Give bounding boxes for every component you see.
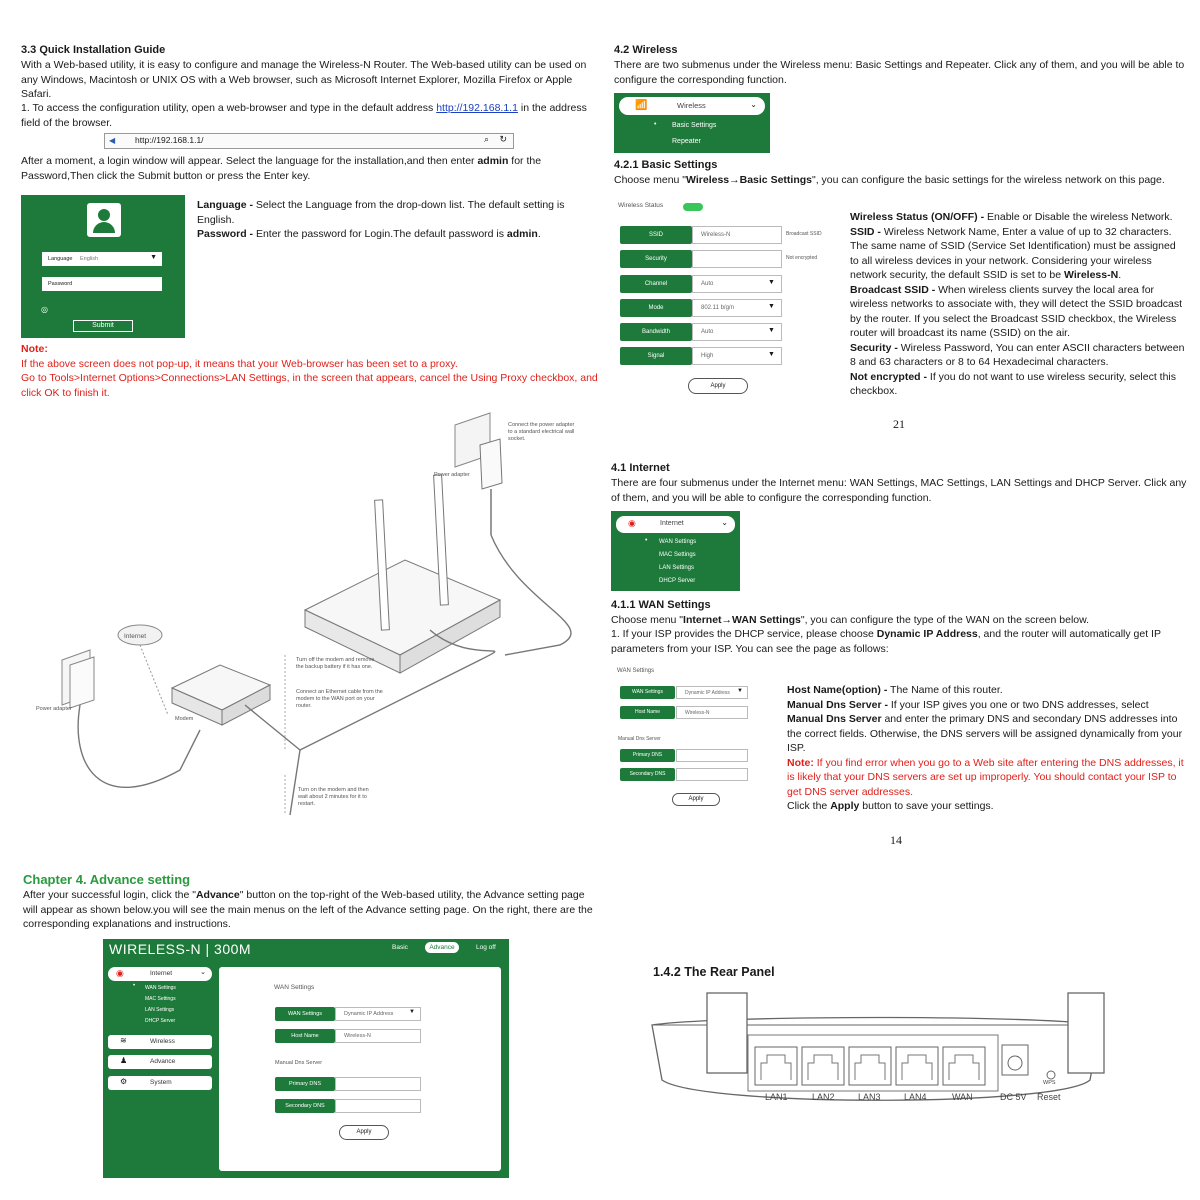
dns-row-label: Primary DNS xyxy=(620,749,675,762)
section-4-1-1-dhcp xyxy=(611,627,1186,656)
wifi-icon: 📶 xyxy=(635,100,648,111)
search-icon[interactable]: ⌕ xyxy=(483,134,489,144)
wireless-row-label: Channel xyxy=(620,275,692,293)
proxy-note xyxy=(21,342,601,400)
chevron-down-icon: ▼ xyxy=(768,351,775,358)
chevron-down-icon: ⌄ xyxy=(750,100,757,109)
wireless-status-toggle[interactable] xyxy=(683,203,703,211)
password-label: Password xyxy=(48,281,73,287)
right-antenna xyxy=(1068,993,1104,1073)
caption-connect-power: Connect the power adapter to a standard electrical wall socket. xyxy=(508,422,575,442)
page-number-21: 21 xyxy=(893,417,905,431)
wireless-row-checkbox[interactable]: Broadcast SSID xyxy=(786,231,822,237)
desc-ssid-title: SSID - xyxy=(850,225,881,238)
login-window xyxy=(21,195,185,338)
advance-row-field[interactable]: Dynamic IP Address xyxy=(335,1007,421,1021)
dns-row-field[interactable] xyxy=(676,768,748,781)
step1-text-end: in the address field of the browser. xyxy=(21,102,587,129)
wan-intro-b: ", you can configure the type of the WAN on the screen below. xyxy=(800,614,1090,626)
advance-apply-button[interactable]: Apply xyxy=(339,1125,389,1140)
sidebar-item-system[interactable] xyxy=(108,1076,212,1090)
desc-broadcast: When wireless clients survey the local area for wireless networks to associate with, they will detect the SSID broadcast by the router. If you select the Broadcast SSID checkbox, the Wireless router will broadcast its name (SSID) on the air. xyxy=(850,283,1183,339)
port-label: WAN xyxy=(952,1092,973,1102)
caption-power-adapter-left: Power adapter xyxy=(36,706,72,712)
advance-form-title: WAN Settings xyxy=(274,984,315,991)
internet-menu-head-label: Internet xyxy=(660,520,684,527)
section-4-2-1-title: 4.2.1 Basic Settings xyxy=(614,159,718,171)
wireless-row-select[interactable]: 802.11 b/g/n xyxy=(692,299,782,317)
note-title: Note: xyxy=(21,343,48,355)
ch4-intro-bold: Advance xyxy=(195,889,240,901)
language-description xyxy=(197,198,582,227)
caption-modem: Modem xyxy=(175,716,194,722)
wireless-row-checkbox[interactable]: Not encrypted xyxy=(786,255,818,261)
wan-form-title: WAN Settings xyxy=(617,668,655,674)
section-4-2-intro: There are two submenus under the Wireless menu: Basic Settings and Repeater. Click any of them, and you will be able to configure the corresponding function. xyxy=(614,59,1185,86)
desc-manual-dns-bold: Manual Dns Server xyxy=(787,713,882,725)
desc-wireless-status-title: Wireless Status (ON/OFF) - xyxy=(850,211,985,223)
wireless-row-label: Signal xyxy=(620,347,692,365)
chevron-down-icon: ▼ xyxy=(409,1009,415,1015)
section-4-1-1-title: 4.1.1 WAN Settings xyxy=(611,599,711,611)
wireless-menu-head-label: Wireless xyxy=(677,101,706,110)
wireless-row-select[interactable]: High xyxy=(692,347,782,365)
note-line-1: If the above screen does not pop-up, it means that your Web-browser has been set to a proxy. xyxy=(21,357,458,370)
login-text-a: After a moment, a login window will appear. Select the language for the installation,and then enter xyxy=(21,155,478,167)
port-label: LAN3 xyxy=(858,1092,881,1102)
sub-intro-bold: Wireless→Basic Settings xyxy=(686,174,812,186)
section-3-3-login-text xyxy=(21,154,591,183)
section-4-1-intro: There are four submenus under the Internet menu: WAN Settings, MAC Settings, LAN Settings and DHCP Server. Click any of them, and you will be able to configure the corresponding function. xyxy=(611,477,1187,504)
chevron-down-icon: ▼ xyxy=(768,303,775,310)
apply-hint-a: Click the xyxy=(787,800,831,812)
wireless-row-select[interactable]: Auto xyxy=(692,275,782,293)
advance-content-panel xyxy=(219,967,501,1171)
desc-broadcast-title: Broadcast SSID - xyxy=(850,283,936,296)
sidebar-item-internet[interactable] xyxy=(108,967,212,981)
sidebar-system-label: System xyxy=(150,1079,172,1086)
sidebar-sub-dhcp[interactable]: DHCP Server xyxy=(145,1018,176,1024)
step1-text: 1. To access the configuration utility, open a web-browser and type in the default address xyxy=(21,102,437,114)
wireless-status-label: Wireless Status xyxy=(618,202,664,209)
wan-row-label: Host Name xyxy=(620,706,675,719)
desc-ssid-bold: Wireless-N xyxy=(1064,269,1119,281)
internet-menu xyxy=(611,511,740,591)
globe-icon: ◉ xyxy=(116,968,124,978)
advance-row-field[interactable]: Wireless-N xyxy=(335,1029,421,1043)
desc-security: Wireless Password, You can enter ASCII characters between 8 and 63 characters or 8 to 64 Hexadecimal characters. xyxy=(850,341,1185,368)
sidebar-sub-mac[interactable]: MAC Settings xyxy=(145,996,176,1002)
menu-item-repeater[interactable]: Repeater xyxy=(672,138,701,145)
apply-hint-c: button to save your settings. xyxy=(859,800,994,812)
wireless-row-input[interactable]: Wireless-N xyxy=(692,226,782,244)
wireless-menu-header[interactable] xyxy=(619,97,765,115)
login-text-b: for the Password,Then click the Submit button or press the Enter key. xyxy=(21,155,542,182)
sidebar-internet-label: Internet xyxy=(150,970,173,977)
dns-row-label: Secondary DNS xyxy=(620,768,675,781)
apply-hint-bold: Apply xyxy=(830,800,860,812)
nav-basic[interactable]: Basic xyxy=(392,944,408,951)
wan-apply-button[interactable]: Apply xyxy=(672,793,720,806)
router-illustration xyxy=(305,475,500,673)
wireless-apply-button[interactable]: Apply xyxy=(688,378,748,394)
chapter-4-intro xyxy=(23,888,598,932)
wireless-row-input[interactable] xyxy=(692,250,782,268)
chevron-down-icon: ⌄ xyxy=(200,969,206,976)
manual-dns-checkbox[interactable]: Manual Dns Server xyxy=(275,1060,323,1066)
chevron-down-icon: ▼ xyxy=(150,254,157,261)
password-desc-bold: admin xyxy=(506,228,538,240)
advance-dns-field[interactable] xyxy=(335,1077,421,1091)
wan-descriptions xyxy=(787,683,1187,814)
desc-ssid: Wireless Network Name, Enter a value of up to 32 characters. The same name of SSID (Service Set Identification) must be assigned to all wireless devices in your network. Considering your wireless network security, the default SSID is set to be xyxy=(850,225,1176,281)
advance-row-label: Host Name xyxy=(275,1029,335,1043)
login-text-bold: admin xyxy=(477,155,509,167)
dhcp-text-b: , and the router will automatically get IP parameters from your ISP. You can see the page as follows: xyxy=(611,628,1161,655)
submit-button[interactable]: Submit xyxy=(73,320,133,332)
desc-host-name: The Name of this router. xyxy=(887,684,1003,696)
internet-label: Internet xyxy=(124,633,147,640)
nav-log-off[interactable]: Log off xyxy=(476,944,496,951)
section-4-2-1-intro xyxy=(614,173,1194,188)
menu-item-lan-settings[interactable]: LAN Settings xyxy=(659,565,695,571)
port-label: LAN1 xyxy=(765,1092,788,1102)
password-desc-text: Enter the password for Login.The default password is xyxy=(253,228,507,240)
port-label: LAN2 xyxy=(812,1092,835,1102)
nav-advance[interactable]: Advance xyxy=(425,942,459,953)
desc-manual-dns: If your ISP gives you one or two DNS addresses, select xyxy=(887,698,1149,711)
menu-item-mac-settings[interactable]: MAC Settings xyxy=(659,552,696,558)
chevron-down-icon: ▼ xyxy=(737,688,743,694)
password-field[interactable] xyxy=(42,277,162,291)
back-arrow-icon[interactable]: ◀ xyxy=(109,136,116,145)
desc-host-name-title: Host Name(option) - xyxy=(787,684,888,696)
chapter-4-title: Chapter 4. Advance setting xyxy=(23,872,191,887)
menu-item-basic-settings[interactable]: Basic Settings xyxy=(672,122,717,129)
sidebar-item-advance[interactable] xyxy=(108,1055,212,1069)
ch4-intro-a: After your successful login, click the " xyxy=(23,889,196,901)
wireless-row-select[interactable]: Auto xyxy=(692,323,782,341)
advance-row-label: WAN Settings xyxy=(275,1007,335,1021)
chevron-down-icon: ▼ xyxy=(768,279,775,286)
desc-wireless-status: Enable or Disable the wireless Network. xyxy=(984,211,1173,223)
manual-dns-checkbox[interactable]: Manual Dns Server xyxy=(618,736,661,742)
ch4-intro-b: " button on the top-right of the Web-based utility, the Advance setting page will appear as shown below.you will see the main menus on the left of the Advance setting page. On the right, there are the corresponding explanations and instructions. xyxy=(23,889,593,930)
default-address-link[interactable]: http://192.168.1.1 xyxy=(436,102,518,114)
installation-diagram xyxy=(0,405,600,825)
chevron-down-icon: ⌄ xyxy=(721,518,728,527)
port-label: Reset xyxy=(1037,1092,1061,1102)
section-3-3-step1 xyxy=(21,101,591,130)
sidebar-sub-wan[interactable]: WAN Settings xyxy=(145,985,176,991)
dns-row-field[interactable] xyxy=(676,749,748,762)
menu-item-bullet: • xyxy=(133,983,136,989)
password-desc-title: Password - xyxy=(197,228,254,240)
globe-icon: ◉ xyxy=(628,518,636,528)
refresh-icon[interactable]: ↻ xyxy=(499,134,507,144)
dns-note: If you find error when you go to a Web site after entering the DNS addresses, it is likely that your DNS servers are set up improperly. You should contact your ISP to get DNS server addresses. xyxy=(787,756,1184,798)
address-text[interactable]: http://192.168.1.1/ xyxy=(135,135,204,145)
wireless-row-label: Bandwidth xyxy=(620,323,692,341)
wan-intro-bold: Internet→WAN Settings xyxy=(683,614,801,626)
advance-settings-screen xyxy=(103,939,509,1178)
password-desc-end: . xyxy=(537,228,541,240)
internet-menu-header[interactable] xyxy=(616,516,735,533)
caption-turn-on-modem: Turn on the modem and then wait about 2 minutes for it to restart. xyxy=(298,787,369,807)
language-select[interactable] xyxy=(42,252,162,266)
language-value: English xyxy=(80,256,99,262)
desc-security-title: Security - xyxy=(850,341,898,354)
user-avatar-icon xyxy=(87,203,121,237)
section-3-3-intro: With a Web-based utility, it is easy to configure and manage the Wireless-N Router. The Web-based utility can be used on any Windows, Macintosh or UNIX OS with a Web browser, such as Microsoft Internet Explorer, Mozilla Firefox or Apple Safari. xyxy=(21,59,587,100)
language-desc-title: Language - xyxy=(197,199,254,211)
advance-dns-label: Secondary DNS xyxy=(275,1099,335,1113)
menu-item-bullet: • xyxy=(654,121,657,128)
section-4-2-title: 4.2 Wireless xyxy=(614,44,678,56)
section-4-1-1-intro xyxy=(611,613,1191,628)
system-icon: ⚙ xyxy=(120,1077,128,1086)
section-3-3-title: 3.3 Quick Installation Guide xyxy=(21,44,166,56)
port-label: DC 5V xyxy=(1000,1092,1027,1102)
caption-turn-off-modem: Turn off the modem and remove the backup battery if it has one. xyxy=(296,657,375,670)
dns-note-title: Note: xyxy=(787,756,814,769)
caption-power-adapter-top: Power adapter xyxy=(434,472,470,478)
browser-address-bar[interactable] xyxy=(104,133,514,149)
rear-panel-title: 1.4.2 The Rear Panel xyxy=(653,965,775,979)
port-label: LAN4 xyxy=(904,1092,927,1102)
info-icon: ◎ xyxy=(41,305,48,314)
caption-connect-ethernet: Connect an Ethernet cable from the modem to the WAN port on your router. xyxy=(296,689,383,709)
sidebar-sub-lan[interactable]: LAN Settings xyxy=(145,1007,175,1013)
wps-label: WPS xyxy=(1043,1080,1056,1086)
chevron-down-icon: ▼ xyxy=(768,327,775,334)
wireless-row-label: Mode xyxy=(620,299,692,317)
desc-manual-dns-end: and enter the primary DNS and secondary DNS addresses into the correct fields. Otherwise, the DNS servers will be assigned dynamically from your ISP. xyxy=(787,713,1183,754)
advance-dns-field[interactable] xyxy=(335,1099,421,1113)
menu-item-bullet: • xyxy=(645,537,648,544)
power-adapter-icon xyxy=(62,650,94,708)
wifi-icon: ≋ xyxy=(120,1036,127,1045)
wan-intro-a: Choose menu " xyxy=(611,614,684,626)
left-antenna xyxy=(707,993,747,1073)
advance-dns-label: Primary DNS xyxy=(275,1077,335,1091)
desc-manual-dns-title: Manual Dns Server - xyxy=(787,698,888,711)
note-line-2: Go to Tools>Internet Options>Connections>LAN Settings, in the screen that appears, cancel the Using Proxy checkbox, and click OK to finish it. xyxy=(21,372,598,399)
page-number-14: 14 xyxy=(890,833,902,847)
desc-not-encrypted: If you do not want to use wireless security, select this checkbox. xyxy=(850,370,1177,397)
sub-intro-b: ", you can configure the basic settings for the wireless network on this page. xyxy=(812,174,1165,186)
sidebar-item-wireless[interactable] xyxy=(108,1035,212,1049)
dhcp-text-bold: Dynamic IP Address xyxy=(876,628,978,640)
section-4-1-title: 4.1 Internet xyxy=(611,462,670,474)
menu-item-wan-settings[interactable]: WAN Settings xyxy=(659,539,697,545)
menu-item-dhcp-server[interactable]: DHCP Server xyxy=(659,578,696,584)
dhcp-text-a: 1. If your ISP provides the DHCP service, please choose xyxy=(611,628,877,640)
wan-row-label: WAN Settings xyxy=(620,686,675,699)
brand-title: WIRELESS-N | 300M xyxy=(109,941,252,957)
wireless-menu xyxy=(614,93,770,153)
wan-row-field[interactable]: Dynamic IP Address xyxy=(676,686,748,699)
language-label: Language xyxy=(48,256,73,262)
password-description xyxy=(197,227,582,242)
desc-not-encrypted-title: Not encrypted - xyxy=(850,370,928,383)
sidebar-advance-label: Advance xyxy=(150,1058,176,1065)
wireless-row-label: Security xyxy=(620,250,692,268)
language-desc-text: Select the Language from the drop-down list. The default setting is English. xyxy=(197,199,565,226)
wireless-descriptions: Wireless Status (ON/OFF) - Enable or Disable the wireless Network. SSID - Wireless Network Name, Enter a value of up to 32 characters. The same name of SSID (Service Set Identification) must be assigned to all wireless devices in your network. Considering your wireless network security, the default SSID is set to be Wireless-N. Broadcast SSID - When wireless clients survey the local area for wireless networks to associate with, they will detect the SSID broadcast by the router. If you select the Broadcast SSID checkbox, the Wireless router will broadcast its name (SSID) on the air. Security - Wireless Password, You can enter ASCII characters between 8 and 63 characters or 8 to 64 Hexadecimal characters. Not encrypted - If you do not want to use wireless security, select this checkbox. xyxy=(850,211,1185,397)
wan-row-field[interactable]: Wireless-N xyxy=(676,706,748,719)
sidebar-wireless-label: Wireless xyxy=(150,1038,175,1045)
sub-intro-a: Choose menu " xyxy=(614,174,687,186)
user-icon: ♟ xyxy=(120,1056,128,1065)
wireless-row-label: SSID xyxy=(620,226,692,244)
